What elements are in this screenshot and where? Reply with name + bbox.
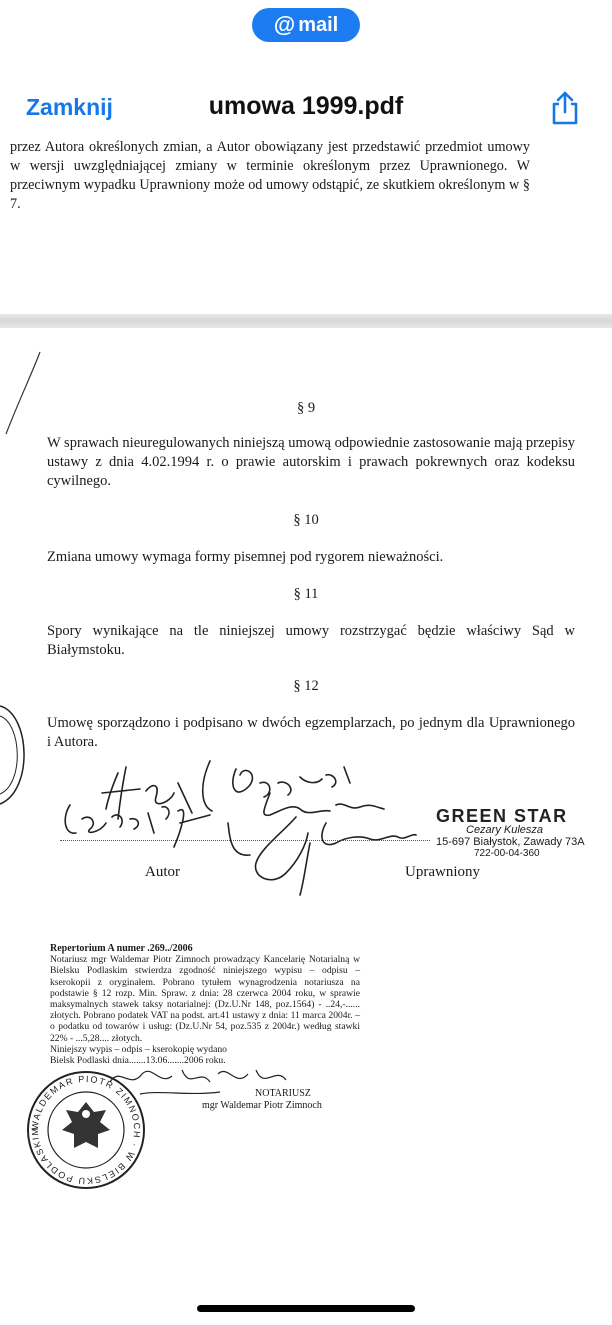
section-10-heading: § 10 bbox=[293, 512, 319, 528]
notary-issued-line: Niniejszy wypis – odpis – kserokopię wydano bbox=[50, 1043, 227, 1055]
page-separator bbox=[0, 314, 612, 328]
notary-place-date: Bielsk Podlaski dnia.......13.06.......2006 roku. bbox=[50, 1055, 226, 1067]
handwritten-signatures bbox=[60, 753, 430, 903]
section-9-heading: § 9 bbox=[296, 400, 316, 416]
company-address: 15-697 Białystok, Zawady 73A bbox=[436, 836, 585, 848]
document-title: umowa 1999.pdf bbox=[208, 92, 404, 120]
close-button[interactable]: Zamknij bbox=[26, 94, 113, 120]
notary-certification bbox=[50, 943, 360, 1066]
authorized-label: Uprawniony bbox=[405, 864, 480, 880]
company-stamp bbox=[436, 806, 596, 859]
notary-header: Repertorium A numer .269../2006 bbox=[50, 943, 193, 954]
mail-pill-label: mail bbox=[298, 13, 339, 36]
notary-sign-title: NOTARIUSZ bbox=[255, 1088, 311, 1099]
pdf-page-1[interactable] bbox=[0, 140, 612, 310]
section-11-heading: § 11 bbox=[293, 586, 319, 602]
signature-line bbox=[60, 840, 430, 841]
company-phone: 722-00-04-360 bbox=[474, 848, 540, 859]
author-label: Autor bbox=[145, 864, 180, 880]
pdf-page-2[interactable] bbox=[0, 328, 612, 1278]
company-name: GREEN STAR bbox=[436, 806, 568, 826]
section-10-text: Zmiana umowy wymaga formy pisemnej pod rygorem nieważności. bbox=[47, 549, 444, 565]
home-indicator[interactable] bbox=[197, 1305, 415, 1312]
notary-text: Notariusz mgr Waldemar Piotr Zimnoch prowadzący Kancelarię Notarialną w Bielsku Podlaskim stwierdza zgodność niniejszego wypisu – odpisu – kserokopii z oryginałem. Pobrano tytułem wynagrodzenia notariusza na podstawie § 12 rozp. Min. Spraw. z dnia: 28 czerwca 2004 roku, w sprawie maksymalnych stawek taksy notarialnej: (Dz.U.Nr 148, poz.1564) - ..24,-...... złotych. Pobrano podatek VAT na podst. art.41 ustawy z dnia: 11 marca 2004r. – o podatku od towarów i usług: (Dz.U.Nr 54, poz.535 z 2004r.) według stawki 22% - ...5,28.... złotych. bbox=[50, 954, 360, 1044]
section-12-heading: § 12 bbox=[293, 678, 319, 694]
section-12-text: Umowę sporządzono i podpisano w dwóch egzemplarzach, po jednym dla Uprawnionego i Autora. bbox=[47, 715, 575, 750]
notary-sign-name: mgr Waldemar Piotr Zimnoch bbox=[202, 1100, 322, 1111]
company-person: Cezary Kulesza bbox=[466, 824, 544, 836]
section-11-text: Spory wynikające na tle niniejszej umowy rozstrzygać będzie właściwy Sąd w Białymstoku. bbox=[47, 623, 575, 658]
share-icon[interactable] bbox=[548, 90, 582, 126]
navigation-bar bbox=[0, 80, 612, 140]
at-icon: @ bbox=[273, 12, 296, 37]
notary-seal-icon bbox=[24, 1068, 148, 1192]
pen-mark bbox=[0, 348, 50, 448]
seal-text: WALDEMAR PIOTR ZIMNOCH · W BIELSKU PODLASKIM bbox=[29, 1073, 143, 1187]
mail-status-pill[interactable] bbox=[252, 8, 360, 42]
page1-paragraph: przez Autora określonych zmian, a Autor obowiązany jest przedstawić przedmiot umowy w wersji uwzględniającej zmiany w terminie określonym przez Uprawnionego. W przeciwnym wypadku Uprawniony może od umowy odstąpić, ze skutkiem określonym w § 7. bbox=[10, 140, 530, 212]
partial-seal-icon bbox=[0, 700, 34, 810]
section-9-text: W sprawach nieuregulowanych niniejszą umową odpowiednie zastosowanie mają przepisy ustawy z dnia 4.02.1994 r. o prawie autorskim i prawach pokrewnych oraz kodeksu cywilnego. bbox=[47, 435, 576, 489]
